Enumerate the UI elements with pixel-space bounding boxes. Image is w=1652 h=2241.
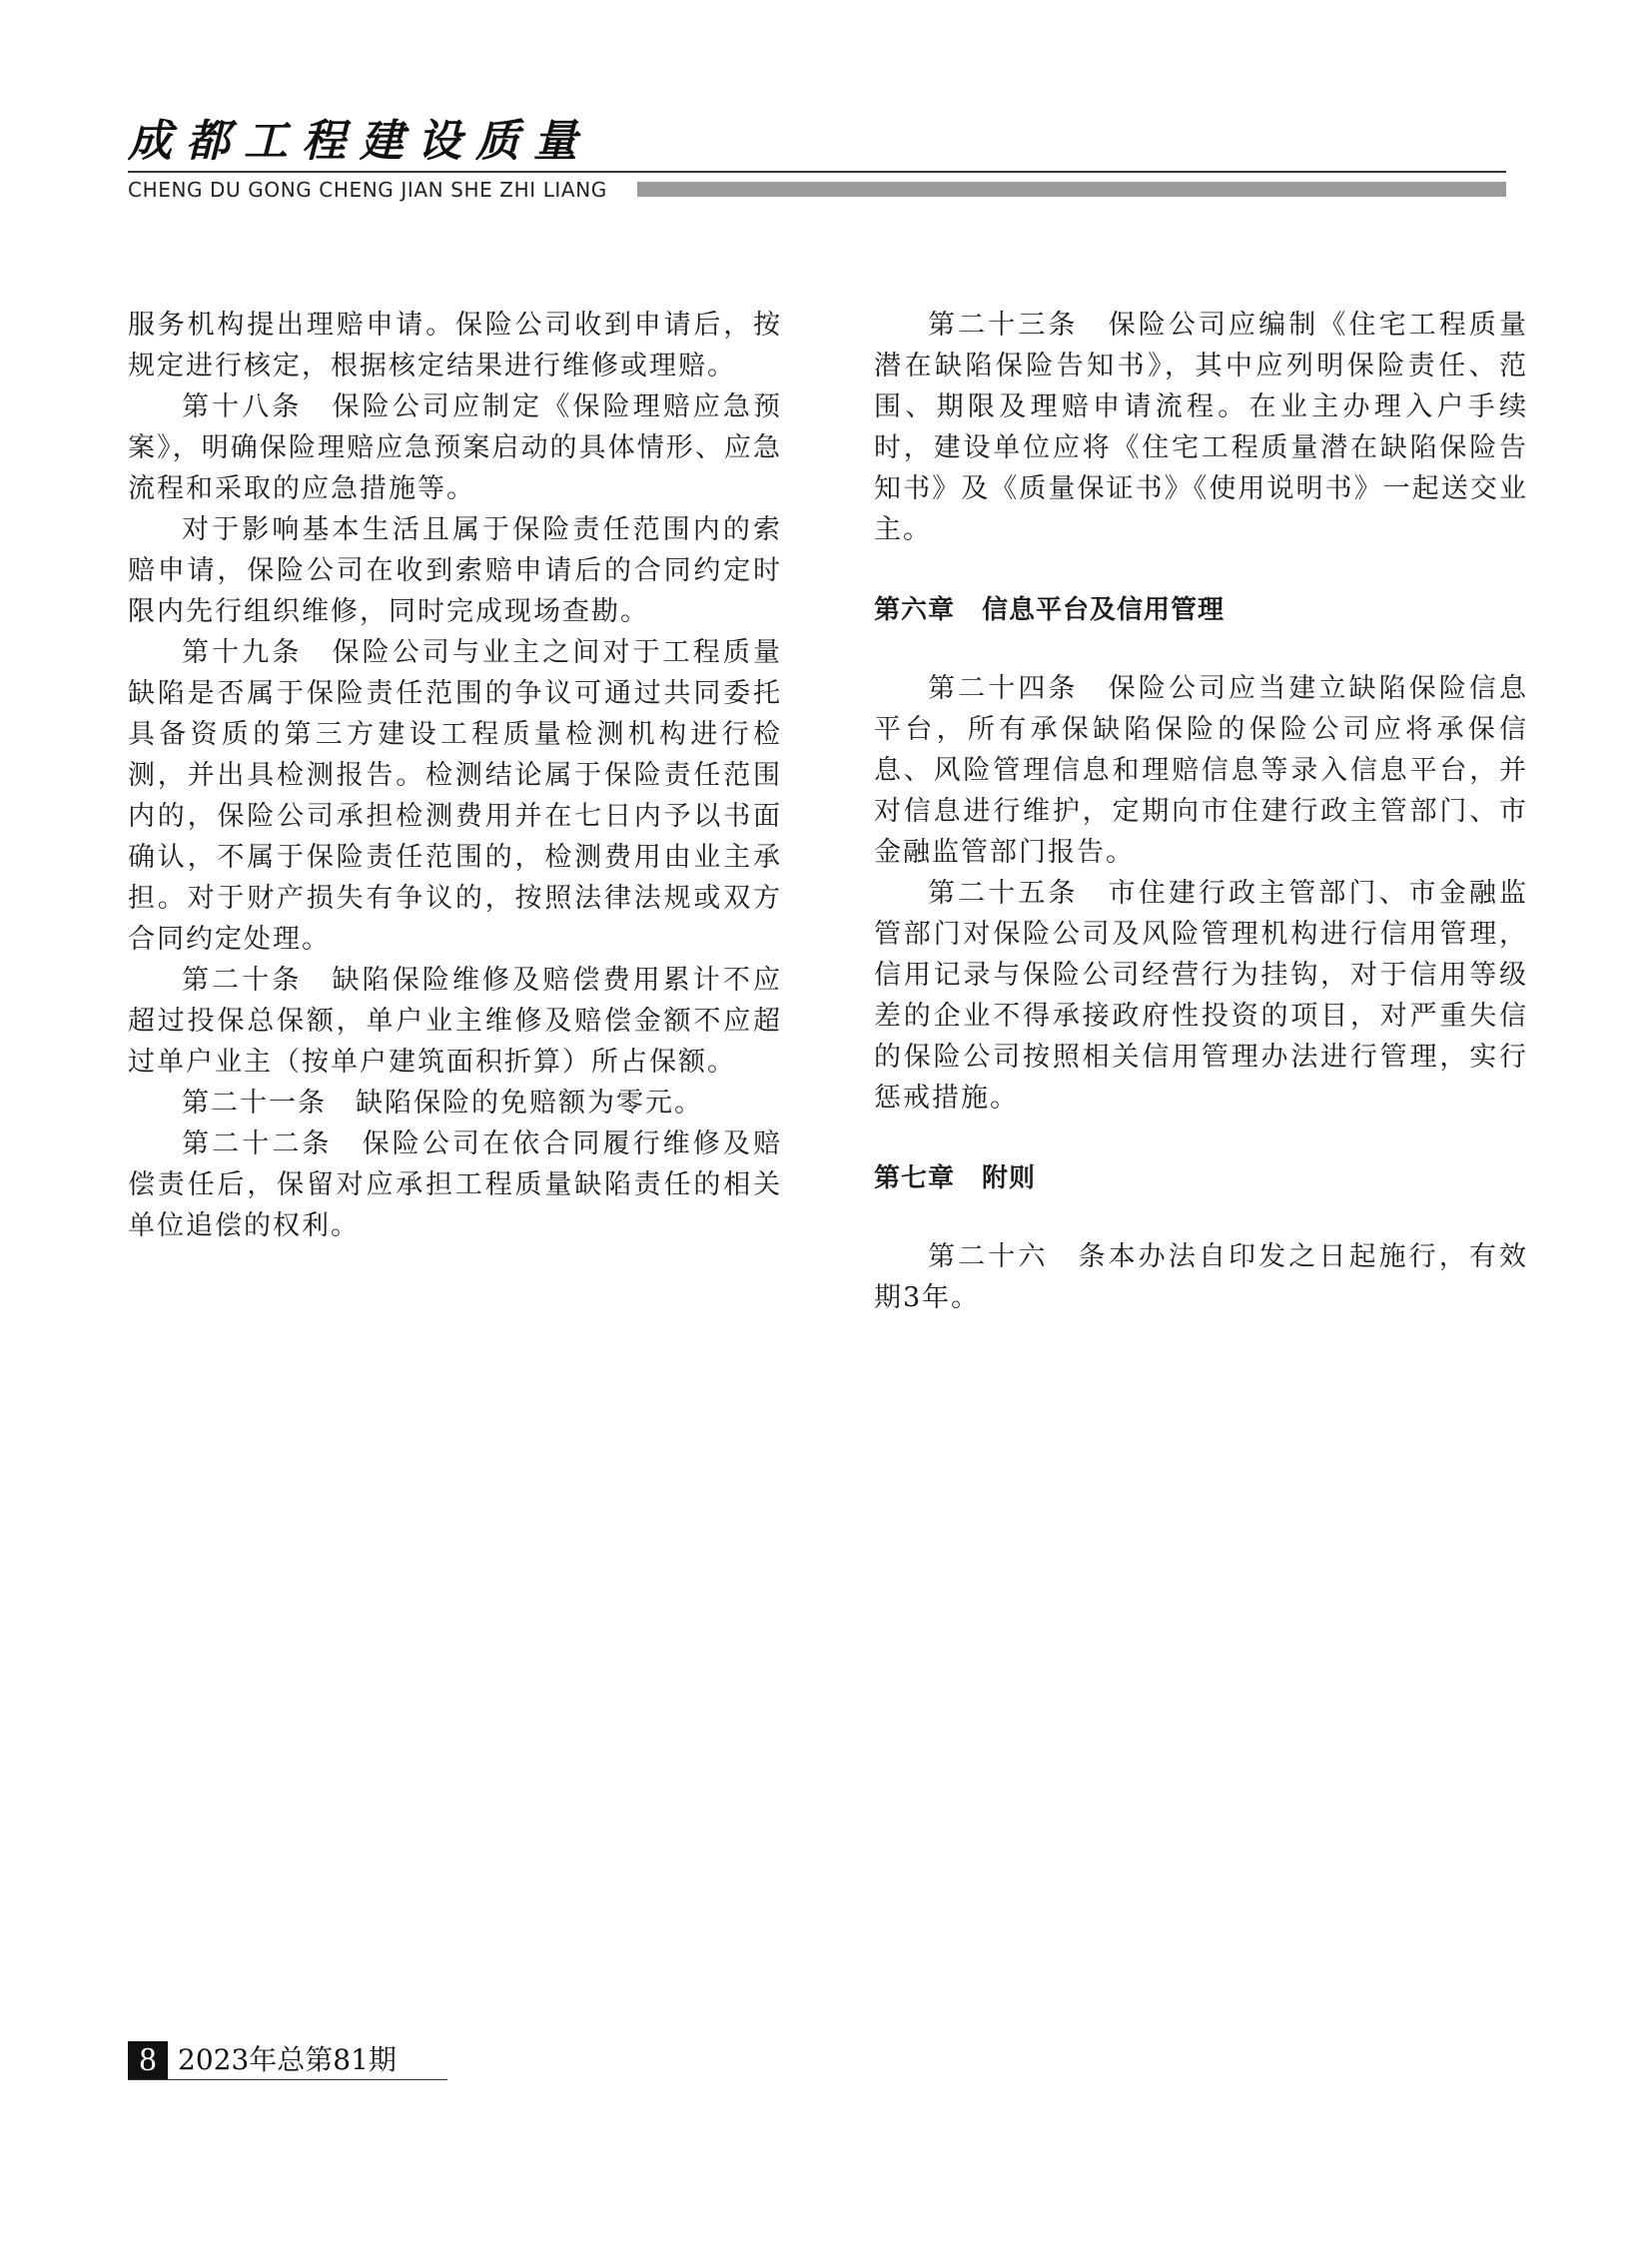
right-column (874, 305, 1528, 1318)
magazine-title: 成都工程建设质量 (128, 116, 591, 167)
article-25: 第二十五条 市住建行政主管部门、市金融监管部门对保险公司及风险管理机构进行信用管理，信用记录与保险公司经营行为挂钩，对于信用等级差的企业不得承接政府性投资的项目，对严重失信的保险公司按照相关信用管理办法进行管理，实行惩戒措施。 (874, 878, 1528, 1114)
article-22: 第二十二条 保险公司在依合同履行维修及赔偿责任后，保留对应承担工程质量缺陷责任的相关单位追偿的权利。 (128, 1128, 782, 1241)
chapter-6-heading: 第六章 信息平台及信用管理 (874, 595, 1226, 625)
article-24: 第二十四条 保险公司应当建立缺陷保险信息平台，所有承保缺陷保险的保险公司应将承保信息、风险管理信息和理赔信息等录入信息平台，并对信息进行维护，定期向市住建行政主管部门、市金融监管部门报告。 (874, 673, 1528, 868)
article-21: 第二十一条 缺陷保险的免赔额为零元。 (182, 1088, 703, 1119)
header-bar (637, 182, 1506, 197)
article-20: 第二十条 缺陷保险维修及赔偿费用累计不应超过投保总保额，单户业主维修及赔偿金额不应超过单户业主（按单户建筑面积折算）所占保额。 (128, 965, 782, 1078)
article-19: 第十九条 保险公司与业主之间对于工程质量缺陷是否属于保险责任范围的争议可通过共同委托具备资质的第三方建设工程质量检测机构进行检测，并出具检测报告。检测结论属于保险责任范围内的，保险公司承担检测费用并在七日内予以书面确认，不属于保险责任范围的，检测费用由业主承担。对于财产损失有争议的，按照法律法规或双方合同约定处理。 (128, 637, 782, 955)
paragraph-continuation: 服务机构提出理赔申请。保险公司收到申请后，按规定进行核定，根据核定结果进行维修或理赔。 (128, 310, 782, 381)
chapter-7-heading: 第七章 附则 (874, 1163, 1037, 1193)
header-rule (128, 171, 1506, 173)
left-column (128, 305, 782, 1246)
article-26: 第二十六 条本办法自印发之日起施行，有效期3年。 (874, 1241, 1528, 1313)
magazine-pinyin: CHENG DU GONG CHENG JIAN SHE ZHI LIANG (128, 178, 607, 202)
issue-label: 2023年总第81期 (178, 2043, 397, 2076)
masthead (128, 112, 1506, 202)
footer-rule (128, 2079, 447, 2080)
page-footer (128, 2041, 447, 2079)
page-number: 8 (128, 2041, 168, 2079)
article-18: 第十八条 保险公司应制定《保险理赔应急预案》，明确保险理赔应急预案启动的具体情形、应急流程和采取的应急措施等。 (128, 391, 782, 504)
article-23: 第二十三条 保险公司应编制《住宅工程质量潜在缺陷保险告知书》，其中应列明保险责任、范围、期限及理赔申请流程。在业主办理入户手续时，建设单位应将《住宅工程质量潜在缺陷保险告知书》及《质量保证书》《使用说明书》一起送交业主。 (874, 310, 1528, 545)
article-18-clause: 对于影响基本生活且属于保险责任范围内的索赔申请，保险公司在收到索赔申请后的合同约定时限内先行组织维修，同时完成现场查勘。 (128, 514, 782, 627)
